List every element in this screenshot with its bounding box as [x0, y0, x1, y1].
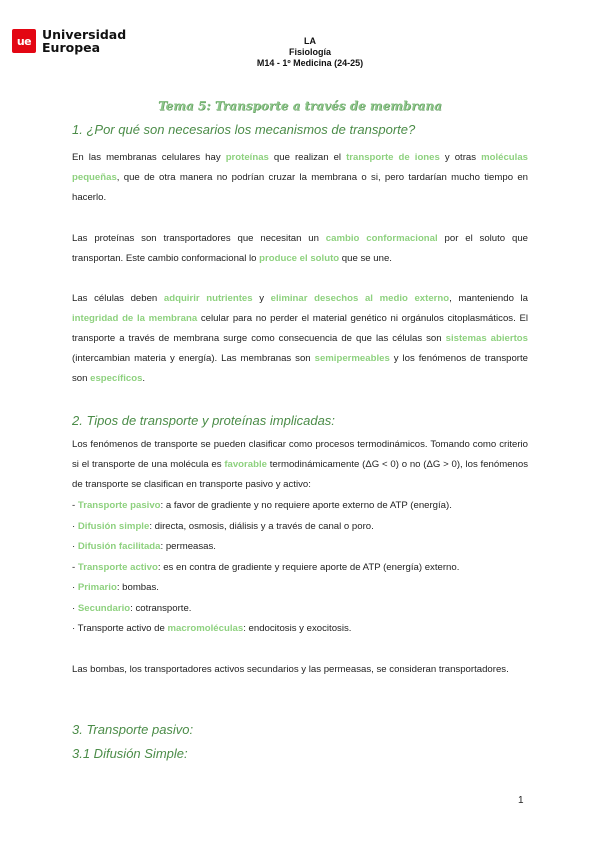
list-term: Primario — [77, 582, 117, 593]
text: por el soluto que transportan. Este cambio conformacional lo — [72, 233, 528, 264]
highlight: cambio conformacional — [325, 233, 438, 244]
section-2-paragraph-2: Las bombas, los transportadores activos secundarios y las permeasas, se consideran transportadores. — [72, 664, 509, 675]
document-title: Tema 5: Transporte a través de membrana — [158, 99, 442, 113]
list-item — [72, 558, 528, 579]
list-text: : permeasas. — [160, 541, 216, 552]
logo-text — [42, 28, 126, 54]
transport-types-list — [72, 496, 528, 640]
highlight: sistemas abiertos — [445, 333, 529, 344]
list-item — [72, 496, 528, 517]
section-2-heading: 2. Tipos de transporte y proteínas implicadas: — [72, 413, 335, 428]
list-item — [72, 619, 528, 640]
list-prefix: - — [72, 500, 78, 511]
text: Los fenómenos de transporte se pueden clasificar como procesos termodinámicos. Tomando como criterio si el transporte de una molécula es — [72, 439, 528, 470]
section-2-paragraph-1 — [72, 435, 528, 495]
section-1-paragraph-2 — [72, 229, 528, 269]
text: y otras — [439, 152, 482, 163]
list-prefix: - — [72, 561, 78, 573]
list-text: : es en contra de gradiente y requiere aporte de ATP (energía) externo. — [157, 561, 460, 573]
text: celular para no perder el material genético ni orgánulos citoplasmáticos. El transporte a través de membrana surge como consecuencia de que las células son — [72, 313, 528, 344]
text: Las proteínas son transportadores que necesitan un — [72, 233, 326, 244]
text: , manteniendo la — [449, 293, 528, 304]
list-term: Secundario — [77, 602, 131, 614]
header-line-3: M14 - 1º Medicina (24-25) — [256, 58, 364, 68]
list-text: : cotransporte. — [130, 602, 192, 614]
highlight: favorable — [224, 459, 267, 470]
text: que realizan el — [268, 152, 347, 163]
list-text: : a favor de gradiente y no requiere aporte externo de ATP (energía). — [160, 500, 452, 511]
list-term: Difusión simple — [77, 520, 150, 532]
highlight: proteínas — [225, 152, 269, 163]
highlight: específicos — [90, 373, 143, 384]
text: (intercambian materia y energía). Las membranas son — [72, 353, 315, 364]
list-term: Transporte pasivo — [77, 500, 161, 511]
page-number: 1 — [518, 795, 524, 806]
highlight: semipermeables — [314, 353, 390, 364]
header-line-1: LA — [304, 36, 316, 46]
section-1-paragraph-3 — [72, 289, 528, 389]
highlight: adquirir nutrientes — [163, 293, 253, 304]
document-header — [190, 36, 430, 69]
header-line-2: Fisiología — [288, 47, 331, 57]
list-prefix: · — [72, 541, 78, 552]
logo-mark-icon: ue — [12, 29, 36, 53]
text: y los fenómenos de transporte son — [72, 353, 528, 384]
text: y — [252, 293, 271, 304]
list-text: : bombas. — [116, 582, 159, 593]
list-text: : endocitosis y exocitosis. — [243, 623, 352, 634]
text: que se une. — [339, 253, 392, 264]
list-term: Difusión facilitada — [77, 541, 161, 552]
highlight: moléculas pequeñas — [72, 152, 529, 183]
list-prefix: · — [72, 602, 78, 614]
university-logo — [12, 28, 126, 54]
logo-line-2: Europea — [42, 40, 101, 55]
list-term: Transporte activo — [77, 561, 158, 573]
list-item — [72, 599, 528, 620]
text: Las células deben — [72, 293, 164, 304]
list-prefix: · Transporte activo de — [72, 623, 168, 634]
text: termodinámicamente (ΔG < 0) o no (ΔG > 0), los fenómenos de transporte se clasifican en transporte pasivo y activo: — [72, 459, 529, 490]
list-item — [72, 517, 528, 538]
list-text: : directa, osmosis, diálisis y a través de canal o poro. — [149, 520, 374, 532]
section-3-1-heading: 3.1 Difusión Simple: — [72, 746, 188, 761]
section-3-heading: 3. Transporte pasivo: — [72, 722, 194, 737]
list-item — [72, 578, 528, 599]
list-prefix: · — [72, 520, 78, 532]
highlight: eliminar desechos al medio externo — [270, 293, 450, 304]
section-1-heading: 1. ¿Por qué son necesarios los mecanismos de transporte? — [72, 122, 416, 137]
list-term: macromoléculas — [167, 623, 244, 634]
highlight: transporte de iones — [346, 152, 440, 163]
text: , que de otra manera no podrían cruzar la membrana o si, pero tardarían mucho tiempo en hacerlo. — [72, 172, 528, 203]
logo-line-1: Universidad — [42, 27, 127, 42]
highlight: produce el soluto — [259, 253, 340, 264]
highlight: integridad de la membrana — [72, 313, 198, 324]
list-prefix: · — [72, 582, 78, 593]
list-item — [72, 537, 528, 558]
text: . — [142, 373, 146, 384]
section-1-paragraph-1 — [72, 148, 528, 208]
text: En las membranas celulares hay — [72, 152, 226, 163]
